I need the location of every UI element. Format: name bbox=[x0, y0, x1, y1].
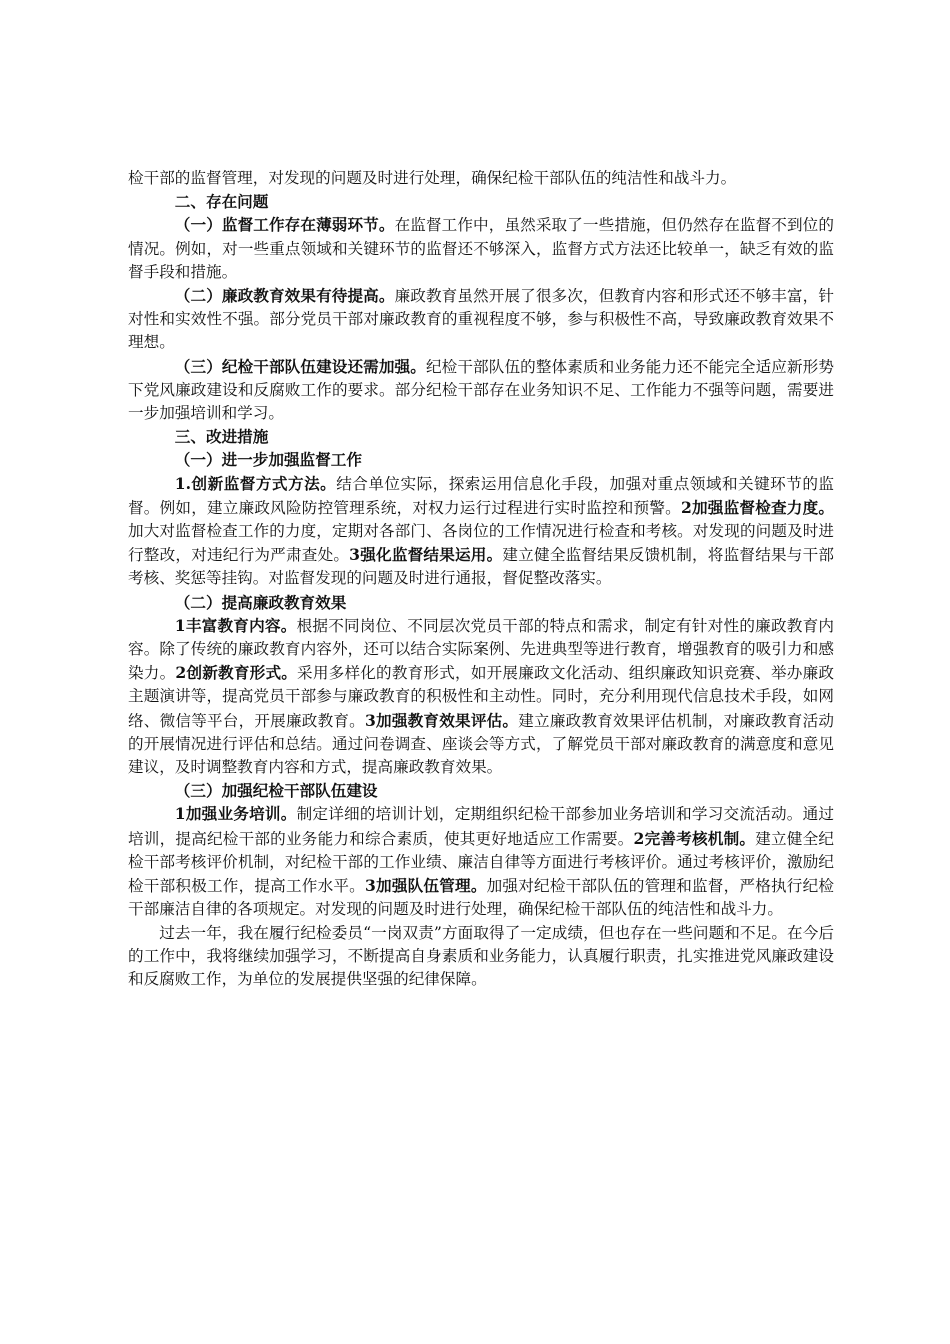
measure-2-item-3-body: 建立廉政教育效果评估机制，对廉政教育活动的开展情况进行评估和总结。通过问卷调查、座谈会等方式，了解党员干部对廉政教育的满意度和意见建议，及时调整教育内容和方式，提高廉政教育效果。 bbox=[128, 711, 834, 777]
measure-3-item-2-body: 建立健全纪检干部考核评价机制，对纪检干部的工作业绩、廉洁自律等方面进行考核评价。通过考核评价，激励纪检干部积极工作，提高工作水平。 bbox=[128, 829, 834, 896]
conclusion-paragraph: 过去一年，我在履行纪检委员“一岗双责”方面取得了一定成绩，但也存在一些问题和不足。在今后的工作中，我将继续加强学习，不断提高自身素质和业务能力，认真履行职责，扎实推进党风廉政建设和反腐败工作，为单位的发展提供坚强的纪律保障。 bbox=[128, 923, 834, 988]
measure-3-title: （三）加强纪检干部队伍建设 bbox=[174, 781, 378, 801]
measure-2-item-1-body: 根据不同岗位、不同层次党员干部的特点和需求，制定有针对性的廉政教育内容。除了传统的廉政教育内容外，还可以结合实际案例、先进典型等进行教育，增强教育的吸引力和感染力。 bbox=[128, 616, 834, 683]
document-page bbox=[128, 167, 834, 991]
measure-1-item-3-title: 3强化监督结果运用。 bbox=[349, 545, 503, 565]
section-heading-measures: 三、改进措施 bbox=[174, 427, 269, 447]
measure-2-item-3-title: 3加强教育效果评估。 bbox=[364, 710, 519, 730]
problem-2-title: （二）廉政教育效果有待提高。 bbox=[174, 286, 395, 306]
problem-1-title: （一）监督工作存在薄弱环节。 bbox=[174, 215, 395, 235]
problem-2-body: 廉政教育虽然开展了很多次，但教育内容和形式还不够丰富，针对性和实效性不强。部分党员干部对廉政教育的重视程度不够，参与积极性不高，导致廉政教育效果不理想。 bbox=[128, 287, 834, 352]
measure-1-item-1-body: 结合单位实际，探索运用信息化手段，加强对重点领域和关键环节的监督。例如，建立廉政风险防控管理系统，对权力运行过程进行实时监控和预警。 bbox=[128, 474, 834, 517]
problem-1-body: 在监督工作中，虽然采取了一些措施，但仍然存在监督不到位的情况。例如，对一些重点领域和关键环节的监督还不够深入，监督方式方法还比较单一，缺乏有效的监督手段和措施。 bbox=[128, 216, 834, 281]
measure-2-item-1-title: 1丰富教育内容。 bbox=[174, 615, 297, 635]
problem-paragraph-2 bbox=[128, 284, 834, 355]
measure-2-item-2-body: 采用多样化的教育形式，如开展廉政文化活动、组织廉政知识竞赛、举办廉政主题演讲等，提高党员干部参与廉政教育的积极性和主动性。同时，充分利用现代信息技术手段，如网络、微信等平台，开展廉政教育。 bbox=[128, 664, 834, 730]
measure-2-title: （二）提高廉政教育效果 bbox=[174, 592, 347, 612]
measure-1-item-3-body: 建立健全监督结果反馈机制，将监督结果与干部考核、奖惩等挂钩。对监督发现的问题及时进行通报，督促整改落实。 bbox=[128, 546, 834, 588]
problem-3-body: 纪检干部队伍的整体素质和业务能力还不能完全适应新形势下党风廉政建设和反腐败工作的要求。部分纪检干部存在业务知识不足、工作能力不强等问题，需要进一步加强培训和学习。 bbox=[128, 357, 834, 423]
measure-2-paragraph bbox=[128, 614, 834, 779]
problem-3-title: （三）纪检干部队伍建设还需加强。 bbox=[174, 356, 426, 376]
intro-paragraph: 检干部的监督管理，对发现的问题及时进行处理，确保纪检干部队伍的纯洁性和战斗力。 bbox=[128, 169, 737, 187]
measure-3-item-2-title: 2完善考核机制。 bbox=[633, 828, 756, 848]
measure-1-item-2-title: 2加强监督检查力度。 bbox=[680, 497, 834, 517]
measure-3-item-1-body: 制定详细的培训计划，定期组织纪检干部参加业务培训和学习交流活动。通过培训，提高纪检干部的业务能力和综合素质，使其更好地适应工作需要。 bbox=[128, 805, 834, 848]
measure-1-item-2-body: 加大对监督检查工作的力度，定期对各部门、各岗位的工作情况进行检查和考核。对发现的问题及时进行整改，对违纪行为严肃查处。 bbox=[128, 522, 834, 565]
problem-paragraph-3 bbox=[128, 355, 834, 426]
measure-1-paragraph bbox=[128, 472, 834, 591]
measure-3-item-1-title: 1加强业务培训。 bbox=[174, 804, 297, 824]
measure-1-title: （一）进一步加强监督工作 bbox=[174, 450, 362, 470]
measure-3-paragraph bbox=[128, 802, 834, 921]
measure-2-item-2-title: 2创新教育形式。 bbox=[175, 663, 298, 683]
section-heading-problems: 二、存在问题 bbox=[174, 192, 269, 212]
problem-paragraph-1 bbox=[128, 213, 834, 284]
measure-3-item-3-body: 加强对纪检干部队伍的管理和监督，严格执行纪检干部廉洁自律的各项规定。对发现的问题及时进行处理，确保纪检干部队伍的纯洁性和战斗力。 bbox=[128, 877, 834, 919]
measure-1-item-1-title: 1.创新监督方式方法。 bbox=[174, 473, 337, 493]
measure-3-item-3-title: 3加强队伍管理。 bbox=[364, 876, 487, 896]
